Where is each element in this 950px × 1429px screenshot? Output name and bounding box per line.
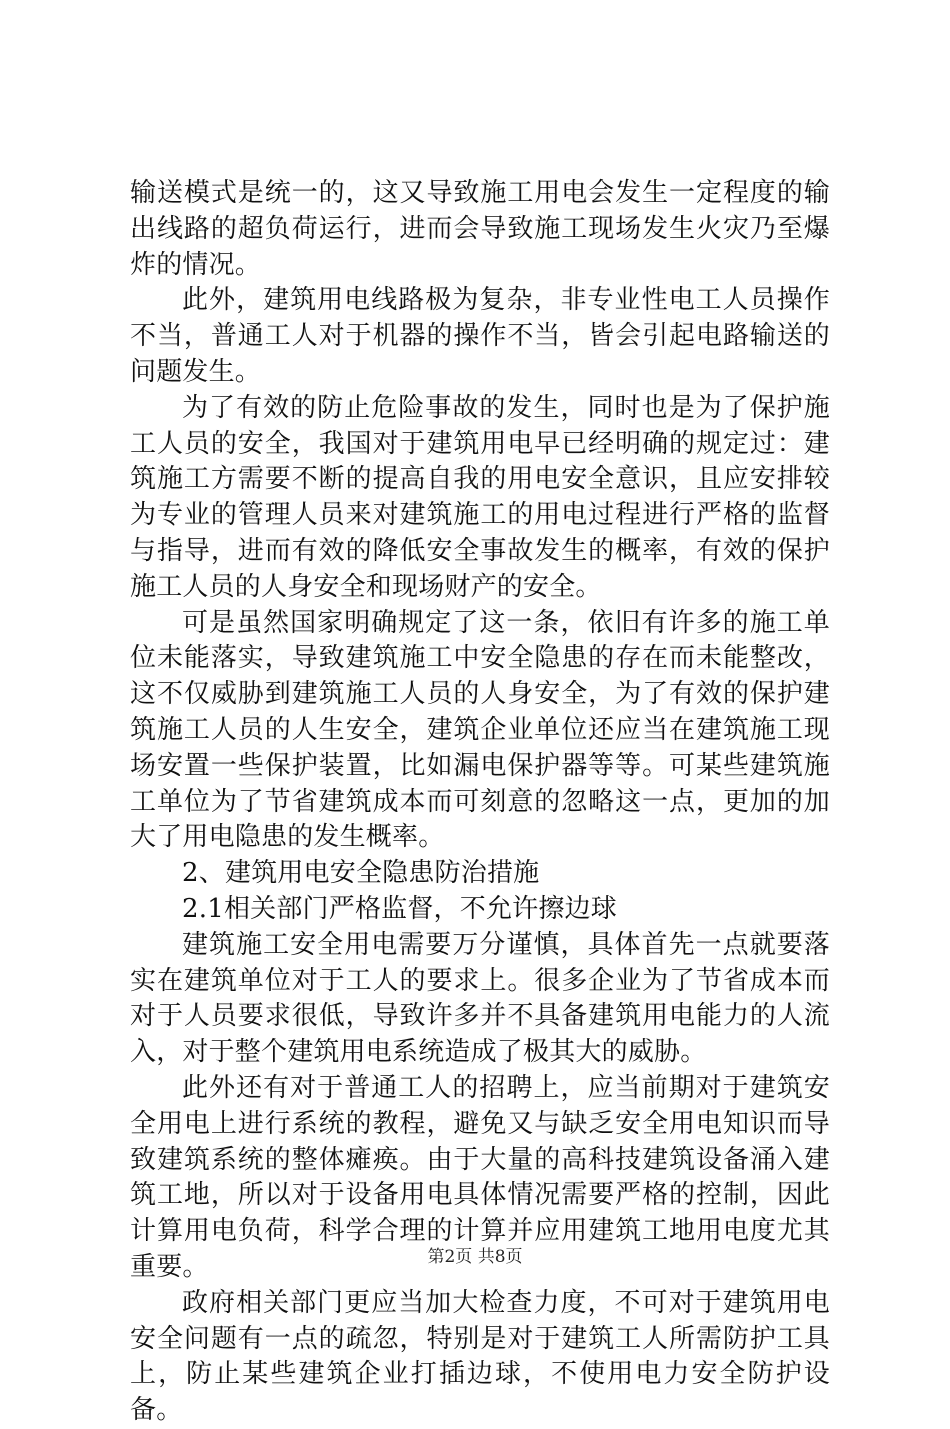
paragraph-worker-requirements: 建筑施工安全用电需要万分谨慎，具体首先一点就要落实在建筑单位对于工人的要求上。很多企业为了节省成本而对于人员要求很低，导致许多并不具备建筑用电能力的人流入，对于整个建筑用电系统造成了极其大的威胁。 xyxy=(130,929,830,1068)
paragraph-wiring-complexity: 此外，建筑用电线路极为复杂，非专业性电工人员操作不当，普通工人对于机器的操作不当，皆会引起电路输送的问题发生。 xyxy=(130,285,830,387)
page-number-footer: 第2页 共8页 xyxy=(427,1247,523,1267)
paragraph-continuation: 输送模式是统一的，这又导致施工用电会发生一定程度的输出线路的超负荷运行，进而会导致施工现场发生火灾乃至爆炸的情况。 xyxy=(130,178,830,280)
section-heading: 2、建筑用电安全隐患防治措施 xyxy=(182,858,540,889)
paragraph-government-inspection: 政府相关部门更应当加大检查力度，不可对于建筑用电安全问题有一点的疏忽，特别是对于建筑工人所需防护工具上，防止某些建筑企业打插边球，不使用电力安全防护设备。 xyxy=(130,1287,830,1426)
paragraph-regulations: 为了有效的防止危险事故的发生，同时也是为了保护施工人员的安全，我国对于建筑用电早已经明确的规定过：建筑施工方需要不断的提高自我的用电安全意识，且应安排较为专业的管理人员来对建筑施工的用电过程进行严格的监督与指导，进而有效的降低安全事故发生的概率，有效的保护施工人员的人身安全和现场财产的安全。 xyxy=(130,392,830,602)
subsection-heading: 2.1相关部门严格监督，不允许擦边球 xyxy=(182,893,617,924)
paragraph-training-and-load: 此外还有对于普通工人的招聘上，应当前期对于建筑安全用电上进行系统的教程，避免又与缺乏安全用电知识而导致建筑系统的整体瘫痪。由于大量的高科技建筑设备涌入建筑工地，所以对于设备用电具体情况需要严格的控制，因此计算用电负荷，科学合理的计算并应用建筑工地用电度尤其重要。 xyxy=(130,1072,830,1282)
document-body xyxy=(130,176,830,1429)
paragraph-implementation-gaps: 可是虽然国家明确规定了这一条，依旧有许多的施工单位未能落实，导致建筑施工中安全隐患的存在而未能整改，这不仅威胁到建筑施工人员的人身安全，为了有效的保护建筑施工人员的人生安全，建筑企业单位还应当在建筑施工现场安置一些保护装置，比如漏电保护器等等。可某些建筑施工单位为了节省建筑成本而可刻意的忽略这一点，更加的加大了用电隐患的发生概率。 xyxy=(130,607,830,853)
